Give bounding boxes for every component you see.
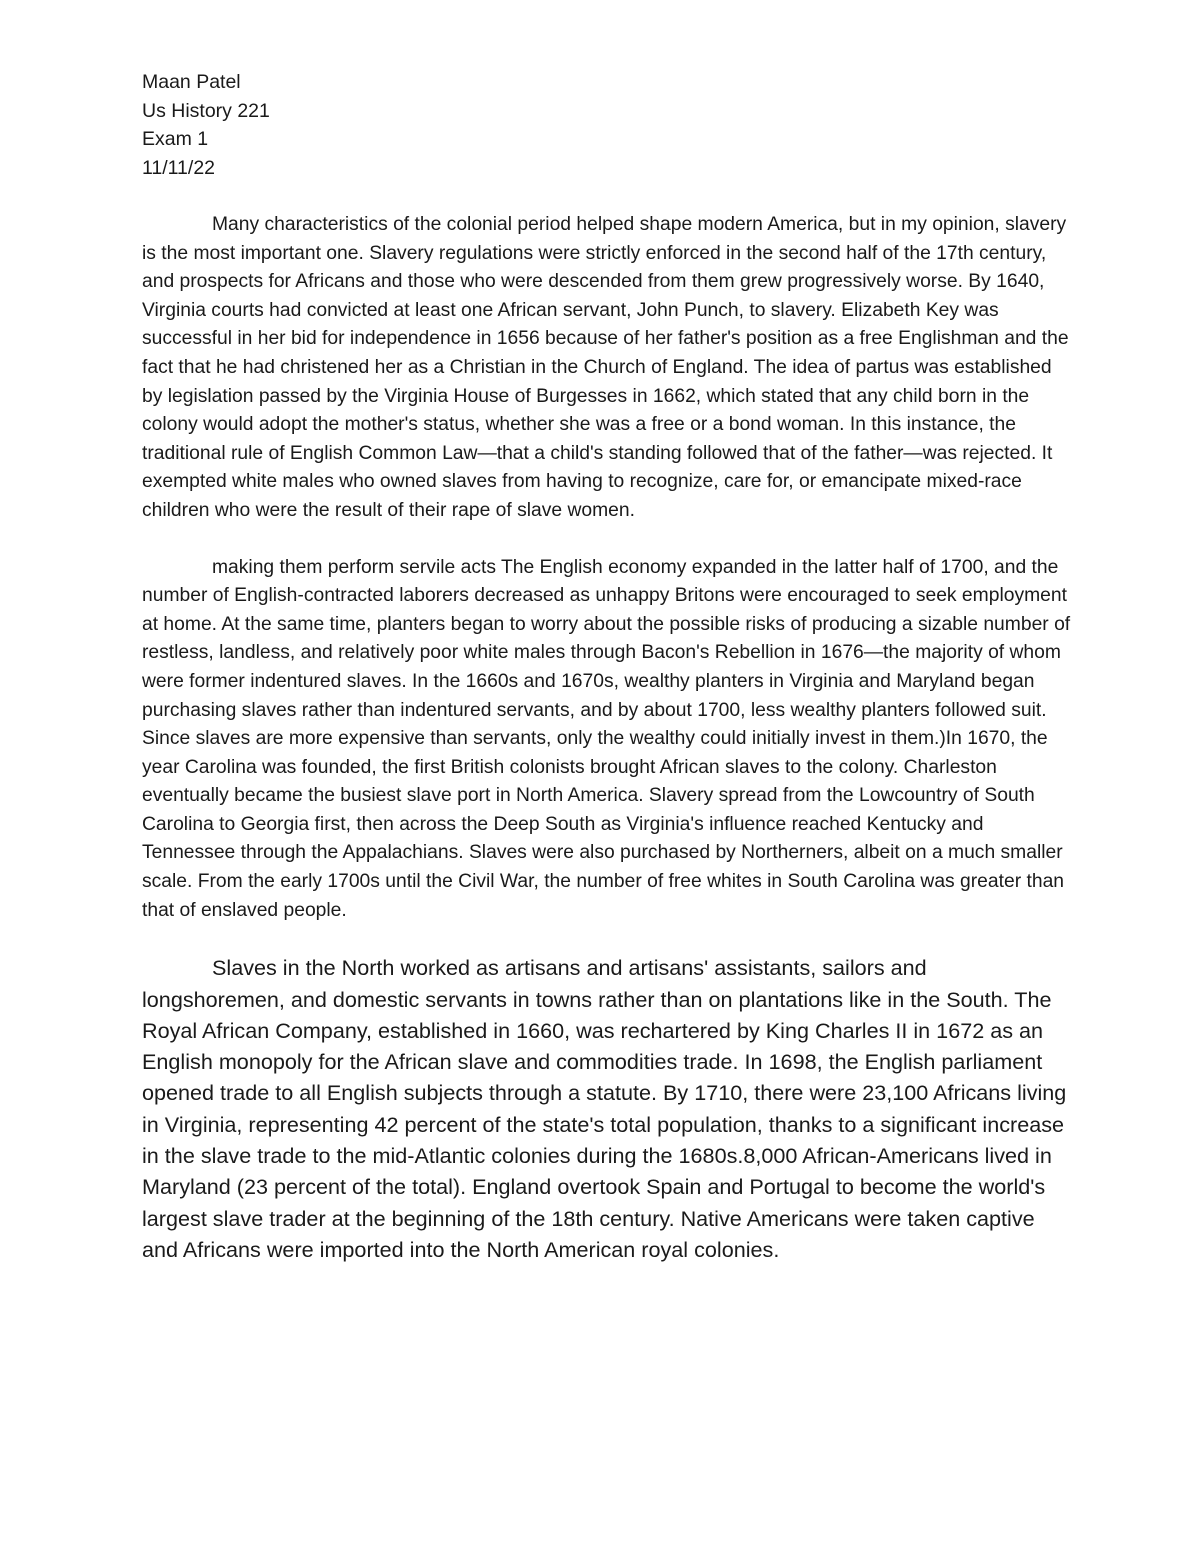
course-name: Us History 221	[142, 99, 270, 122]
document-date: 11/11/22	[142, 156, 216, 179]
document-page	[142, 68, 1072, 1265]
body-paragraph-3: Slaves in the North worked as artisans and artisans' assistants, sailors and longshoremen, and domestic servants in towns rather than on plantations like in the South. The Royal African Company, established in 1660, was rechartered by King Charles II in 1672 as an English monopoly for the African slave and commodities trade. In 1698, the English parliament opened trade to all English subjects through a statute. By 1710, there were 23,100 Africans living in Virginia, representing 42 percent of the state's total population, thanks to a significant increase in the slave trade to the mid-Atlantic colonies during the 1680s.8,000 African-Americans lived in Maryland (23 percent of the total). England overtook Spain and Portugal to become the world's largest slave trader at the beginning of the 18th century. Native Americans were taken captive and Africans were imported into the North American royal colonies.	[142, 955, 1067, 1262]
body-paragraph-1: Many characteristics of the colonial period helped shape modern America, but in my opinion, slavery is the most important one. Slavery regulations were strictly enforced in the second half of the 17th century, and prospects for Africans and those who were descended from them grew progressively worse. By 1640, Virginia courts had convicted at least one African servant, John Punch, to slavery. Elizabeth Key was successful in her bid for independence in 1656 because of her father's position as a free Englishman and the fact that he had christened her as a Christian in the Church of England. The idea of partus was established by legislation passed by the Virginia House of Burgesses in 1662, which stated that any child born in the colony would adopt the mother's status, whether she was a free or a bond woman. In this instance, the traditional rule of English Common Law—that a child's standing followed that of the father—was rejected. It exempted white males who owned slaves from having to recognize, care for, or emancipate mixed-race children who were the result of their rape of slave women.	[142, 214, 1069, 521]
document-header	[142, 68, 1072, 182]
body-paragraph-2: making them perform servile acts The English economy expanded in the latter half of 1700, and the number of English-contracted laborers decreased as unhappy Britons were encouraged to seek employment at home. At the same time, planters began to worry about the possible risks of producing a sizable number of restless, landless, and relatively poor white males through Bacon's Rebellion in 1676—the majority of whom were former indentured slaves. In the 1660s and 1670s, wealthy planters in Virginia and Maryland began purchasing slaves rather than indentured servants, and by about 1700, less wealthy planters followed suit. Since slaves are more expensive than servants, only the wealthy could initially invest in them.)In 1670, the year Carolina was founded, the first British colonists brought African slaves to the colony. Charleston eventually became the busiest slave port in North America. Slavery spread from the Lowcountry of South Carolina to Georgia first, then across the Deep South as Virginia's influence reached Kentucky and Tennessee through the Appalachians. Slaves were also purchased by Northerners, albeit on a much smaller scale. From the early 1700s until the Civil War, the number of free whites in South Carolina was greater than that of enslaved people.	[142, 556, 1071, 921]
assignment-title: Exam 1	[142, 128, 209, 150]
author-name: Maan Patel	[142, 71, 241, 93]
